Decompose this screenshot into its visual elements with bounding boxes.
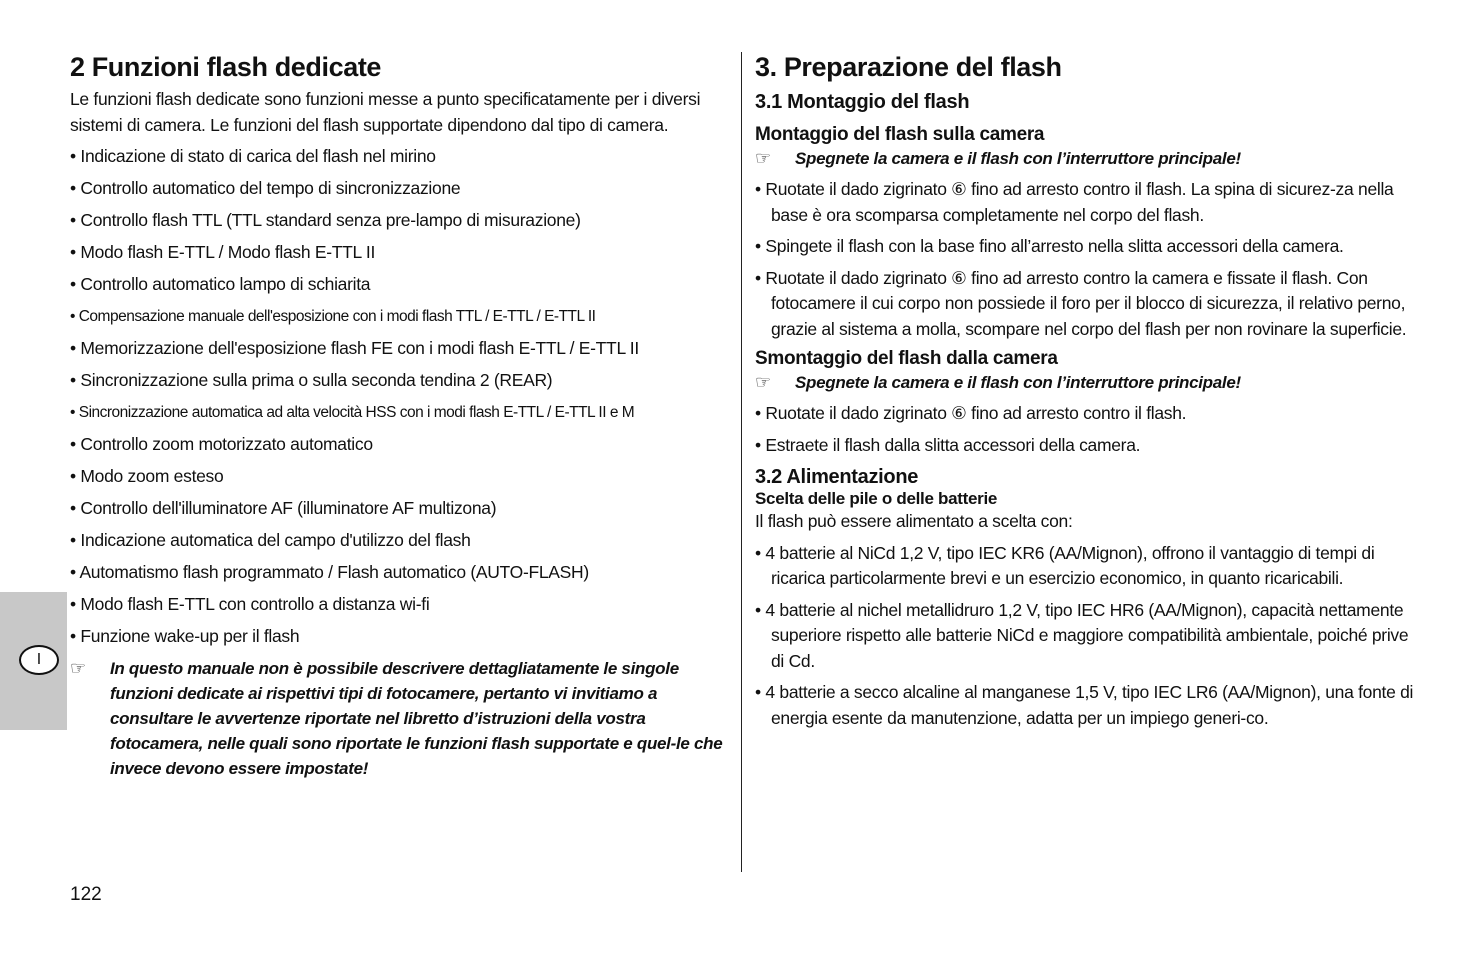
mount-steps-list xyxy=(755,177,1415,342)
list-item: • Estraete il flash dalla slitta accessori della camera. xyxy=(755,433,1415,459)
unmount-warning xyxy=(755,370,1415,395)
list-item: • Indicazione di stato di carica del flash nel mirino xyxy=(70,144,730,170)
list-item: • Ruotate il dado zigrinato ⑥ fino ad arresto contro la camera e fissate il flash. Con fotocamere il cui corpo non possiede il foro per il blocco di sicurezza, il relativo perno, grazie al sistema a molla, scompare nel corpo del flash per non rovinare la superficie. xyxy=(755,266,1415,343)
unmount-steps-list xyxy=(755,401,1415,458)
list-item: • Controllo dell'illuminatore AF (illuminatore AF multizona) xyxy=(70,496,730,522)
section-3-title: 3. Preparazione del flash xyxy=(755,52,1062,82)
list-item: • Spingete il flash con la base fino all’arresto nella slitta accessori della camera. xyxy=(755,234,1415,260)
unmount-heading: Smontaggio del flash dalla camera xyxy=(755,348,1058,369)
pointing-hand-icon: ☞ xyxy=(70,658,86,678)
list-item: • Indicazione automatica del campo d'utilizzo del flash xyxy=(70,528,730,554)
section-3-2-title: 3.2 Alimentazione xyxy=(755,466,919,488)
mount-warning-text: Spegnete la camera e il flash con l’interruttore principale! xyxy=(795,149,1241,168)
list-item: • Controllo zoom motorizzato automatico xyxy=(70,432,730,458)
battery-options-list xyxy=(755,541,1415,732)
list-item: • 4 batterie al nichel metallidruro 1,2 V, tipo IEC HR6 (AA/Mignon), capacità nettamente superiore rispetto alle batterie NiCd e maggiore compatibilità ambientale, poiché prive di Cd. xyxy=(755,598,1415,675)
list-item: • Compensazione manuale dell'esposizione con i modi flash TTL / E-TTL / E-TTL II xyxy=(70,304,730,330)
list-item: • 4 batterie a secco alcaline al manganese 1,5 V, tipo IEC LR6 (AA/Mignon), una fonte di energia esente da manutenzione, adatta per un impiego generi-co. xyxy=(755,680,1415,731)
list-item: • 4 batterie al NiCd 1,2 V, tipo IEC KR6 (AA/Mignon), offrono il vantaggio di tempi di ricarica particolarmente brevi e un esercizio economico, in quanto ricaricabili. xyxy=(755,541,1415,592)
pointing-hand-icon: ☞ xyxy=(755,372,771,392)
list-item: • Sincronizzazione sulla prima o sulla seconda tendina 2 (REAR) xyxy=(70,368,730,394)
language-marker: I xyxy=(19,645,59,675)
list-item: • Ruotate il dado zigrinato ⑥ fino ad arresto contro il flash. La spina di sicurez-za nella base è ora scomparsa completamente nel corpo del flash. xyxy=(755,177,1415,228)
section-2-title: 2 Funzioni flash dedicate xyxy=(70,52,382,82)
list-item: • Controllo flash TTL (TTL standard senza pre-lampo di misurazione) xyxy=(70,208,730,234)
list-item: • Automatismo flash programmato / Flash automatico (AUTO-FLASH) xyxy=(70,560,730,586)
left-column xyxy=(70,52,730,781)
list-item: • Controllo automatico lampo di schiarita xyxy=(70,272,730,298)
section-3-1-title: 3.1 Montaggio del flash xyxy=(755,91,970,113)
mount-heading: Montaggio del flash sulla camera xyxy=(755,124,1045,145)
section-2-intro: Le funzioni flash dedicate sono funzioni messe a punto specificatamente per i diversi sistemi di camera. Le funzioni del flash supportate dipendono dal tipo di camera. xyxy=(70,89,701,135)
list-item: • Controllo automatico del tempo di sincronizzazione xyxy=(70,176,730,202)
column-divider xyxy=(741,52,742,872)
battery-heading: Scelta delle pile o delle batterie xyxy=(755,489,998,508)
pointing-hand-icon: ☞ xyxy=(755,148,771,168)
list-item: • Modo zoom esteso xyxy=(70,464,730,490)
page-number: 122 xyxy=(70,884,102,905)
manual-note xyxy=(70,656,730,781)
dedicated-functions-list xyxy=(70,144,730,650)
manual-note-text: In questo manuale non è possibile descrivere dettagliatamente le singole funzioni dedicate ai rispettivi tipi di fotocamere, pertanto vi invitiamo a consultare le avvertenze riportate nel libretto d’istruzioni della vostra fotocamera, nelle quali sono riportate le funzioni flash supportate e quel-le che invece devono essere impostate! xyxy=(110,659,723,778)
list-item: • Ruotate il dado zigrinato ⑥ fino ad arresto contro il flash. xyxy=(755,401,1415,427)
mount-warning xyxy=(755,146,1415,171)
unmount-warning-text: Spegnete la camera e il flash con l’interruttore principale! xyxy=(795,373,1241,392)
right-column xyxy=(755,52,1415,737)
list-item: • Memorizzazione dell'esposizione flash FE con i modi flash E-TTL / E-TTL II xyxy=(70,336,730,362)
battery-intro: Il flash può essere alimentato a scelta con: xyxy=(755,511,1073,531)
list-item: • Modo flash E-TTL / Modo flash E-TTL II xyxy=(70,240,730,266)
list-item: • Funzione wake-up per il flash xyxy=(70,624,730,650)
list-item: • Modo flash E-TTL con controllo a distanza wi-fi xyxy=(70,592,730,618)
list-item: • Sincronizzazione automatica ad alta velocità HSS con i modi flash E-TTL / E-TTL II e M xyxy=(70,400,730,426)
